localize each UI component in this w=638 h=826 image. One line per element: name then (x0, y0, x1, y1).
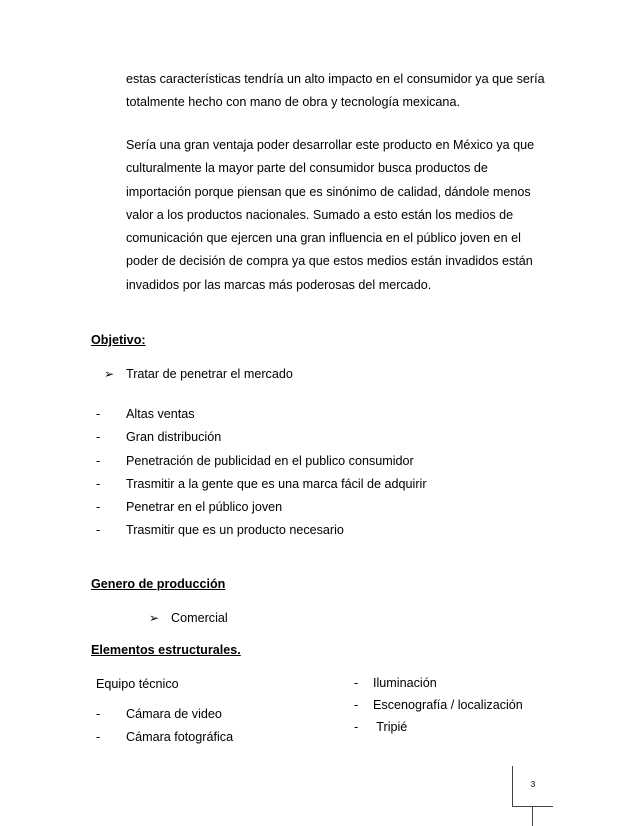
dash-bullet: - (96, 476, 101, 491)
objetivo-heading: Objetivo: (91, 333, 146, 347)
paragraph-line: valor a los productos nacionales. Sumado a esto están los medios de (126, 207, 514, 222)
intro-paragraph (126, 68, 556, 115)
list-item: - Cámara de video (96, 703, 233, 726)
dash-bullet: - (96, 707, 101, 721)
body-paragraph (126, 134, 556, 297)
genero-arrow-item (149, 610, 228, 626)
dash-bullet: - (96, 407, 101, 421)
dash-bullet: - (96, 453, 101, 468)
paragraph-line: importación porque piensan que es sinónimo de calidad, dándole menos (126, 184, 531, 199)
objetivo-list (96, 403, 427, 543)
paragraph-line: invadidos por las marcas más poderosas del mercado. (126, 277, 432, 292)
paragraph-line: culturalmente la mayor parte del consumidor busca productos de (126, 161, 488, 176)
list-item: - Trasmitir que es un producto necesario (96, 519, 427, 542)
list-item: - Tripié (354, 716, 523, 738)
dash-bullet: - (354, 720, 359, 734)
list-item: - Penetración de publicidad en el publico consumidor (96, 450, 427, 473)
page-number-rule (532, 807, 533, 826)
list-item: - Altas ventas (96, 403, 427, 426)
list-item: - Iluminación (354, 672, 523, 694)
dash-bullet: - (354, 676, 359, 690)
elementos-left-list (96, 703, 233, 750)
paragraph-line: comunicación que ejercen una gran influencia en el público joven en el (126, 231, 521, 246)
intro-line: totalmente hecho con mano de obra y tecnología mexicana. (126, 95, 460, 110)
arrow-bullet-icon: ➢ (149, 611, 160, 625)
paragraph-line: poder de decisión de compra ya que estos medios están invadidos están (126, 254, 533, 269)
arrow-item-text: Comercial (171, 611, 228, 625)
list-item: - Penetrar en el público joven (96, 496, 427, 519)
arrow-bullet-icon: ➢ (104, 367, 115, 381)
elementos-right-list (354, 672, 523, 738)
paragraph-line: Sería una gran ventaja poder desarrollar este producto en México ya que (126, 138, 535, 152)
list-item: - Gran distribución (96, 426, 427, 449)
elementos-heading: Elementos estructurales. (91, 643, 241, 657)
list-item: - Escenografía / localización (354, 694, 523, 716)
genero-heading: Genero de producción (91, 577, 226, 591)
intro-line: estas características tendría un alto impacto en el consumidor ya que sería (126, 72, 545, 86)
dash-bullet: - (96, 430, 101, 445)
arrow-item-text: Tratar de penetrar el mercado (126, 367, 293, 381)
dash-bullet: - (96, 523, 101, 538)
page-number: 3 (512, 766, 553, 807)
dash-bullet: - (96, 500, 101, 515)
list-item: - Trasmitir a la gente que es una marca fácil de adquirir (96, 473, 427, 496)
equipo-label: Equipo técnico (96, 677, 179, 691)
dash-bullet: - (96, 730, 101, 745)
list-item: - Cámara fotográfica (96, 726, 233, 749)
objetivo-arrow-item (104, 366, 293, 382)
dash-bullet: - (354, 698, 359, 712)
